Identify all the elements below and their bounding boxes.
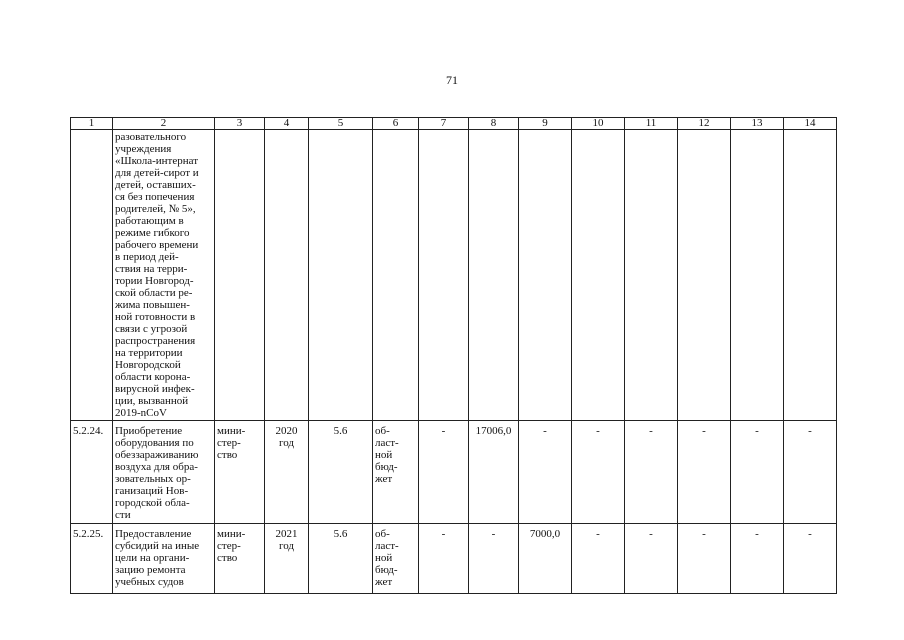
table-cell: Приобретение оборудования по обеззараживанию воздуха для обра- зовательных ор- ганизаций Нов- городской обла- сти [113,421,215,524]
table-cell [625,130,678,421]
table-cell [309,130,373,421]
table-cell: 5.2.25. [71,524,113,594]
column-number-5: 5 [309,118,373,130]
table-cell: 5.6 [309,524,373,594]
column-number-2: 2 [113,118,215,130]
table-cell: - [625,524,678,594]
table-cell [784,130,837,421]
table-cell: - [731,524,784,594]
column-number-6: 6 [373,118,419,130]
table-cell: 2021 год [265,524,309,594]
table-cell [265,130,309,421]
column-number-9: 9 [519,118,572,130]
table-cell: 5.2.24. [71,421,113,524]
column-number-1: 1 [71,118,113,130]
column-number-3: 3 [215,118,265,130]
table-cell: - [784,421,837,524]
table-cell: - [419,524,469,594]
table-cell: - [784,524,837,594]
table-cell [419,130,469,421]
table-cell: 17006,0 [469,421,519,524]
table-cell: - [519,421,572,524]
table-cell [469,130,519,421]
column-number-14: 14 [784,118,837,130]
table-cell [519,130,572,421]
table-cell [678,130,731,421]
table-cell: - [572,524,625,594]
table-row [71,524,837,594]
table-cell: - [678,421,731,524]
program-table [70,117,837,594]
column-number-8: 8 [469,118,519,130]
table-cell [731,130,784,421]
table-cell: - [625,421,678,524]
table-cell: об- ласт- ной бюд- жет [373,524,419,594]
column-number-7: 7 [419,118,469,130]
page-number: 71 [446,73,458,87]
table-cell: об- ласт- ной бюд- жет [373,421,419,524]
table-cell [71,130,113,421]
table-cell [373,130,419,421]
table-cell: - [731,421,784,524]
table-cell: разовательного учреждения «Школа-интернат для детей-сирот и детей, оставших- ся без попечения родителей, № 5», работающим в режиме гибкого рабочего времени в период дей- ствия на терри- тории Новгород- ской области ре- жима повышен- ной готовности в связи с угрозой распространения на территории Новгородской области корона- вирусной инфек- ции, вызванной 2019-nCoV [113,130,215,421]
table-cell: - [469,524,519,594]
table-cell [572,130,625,421]
table-cell: - [572,421,625,524]
table-cell: - [678,524,731,594]
table-row [71,130,837,421]
table-cell: - [419,421,469,524]
column-number-13: 13 [731,118,784,130]
column-number-11: 11 [625,118,678,130]
column-number-10: 10 [572,118,625,130]
table-cell: 2020 год [265,421,309,524]
column-number-12: 12 [678,118,731,130]
table-cell: 5.6 [309,421,373,524]
table-cell: Предоставление субсидий на иные цели на органи- зацию ремонта учебных судов [113,524,215,594]
table-row [71,421,837,524]
table-cell: 7000,0 [519,524,572,594]
table-cell: мини- стер- ство [215,524,265,594]
table-cell: мини- стер- ство [215,421,265,524]
table-cell [215,130,265,421]
column-number-4: 4 [265,118,309,130]
header-row [71,118,837,130]
